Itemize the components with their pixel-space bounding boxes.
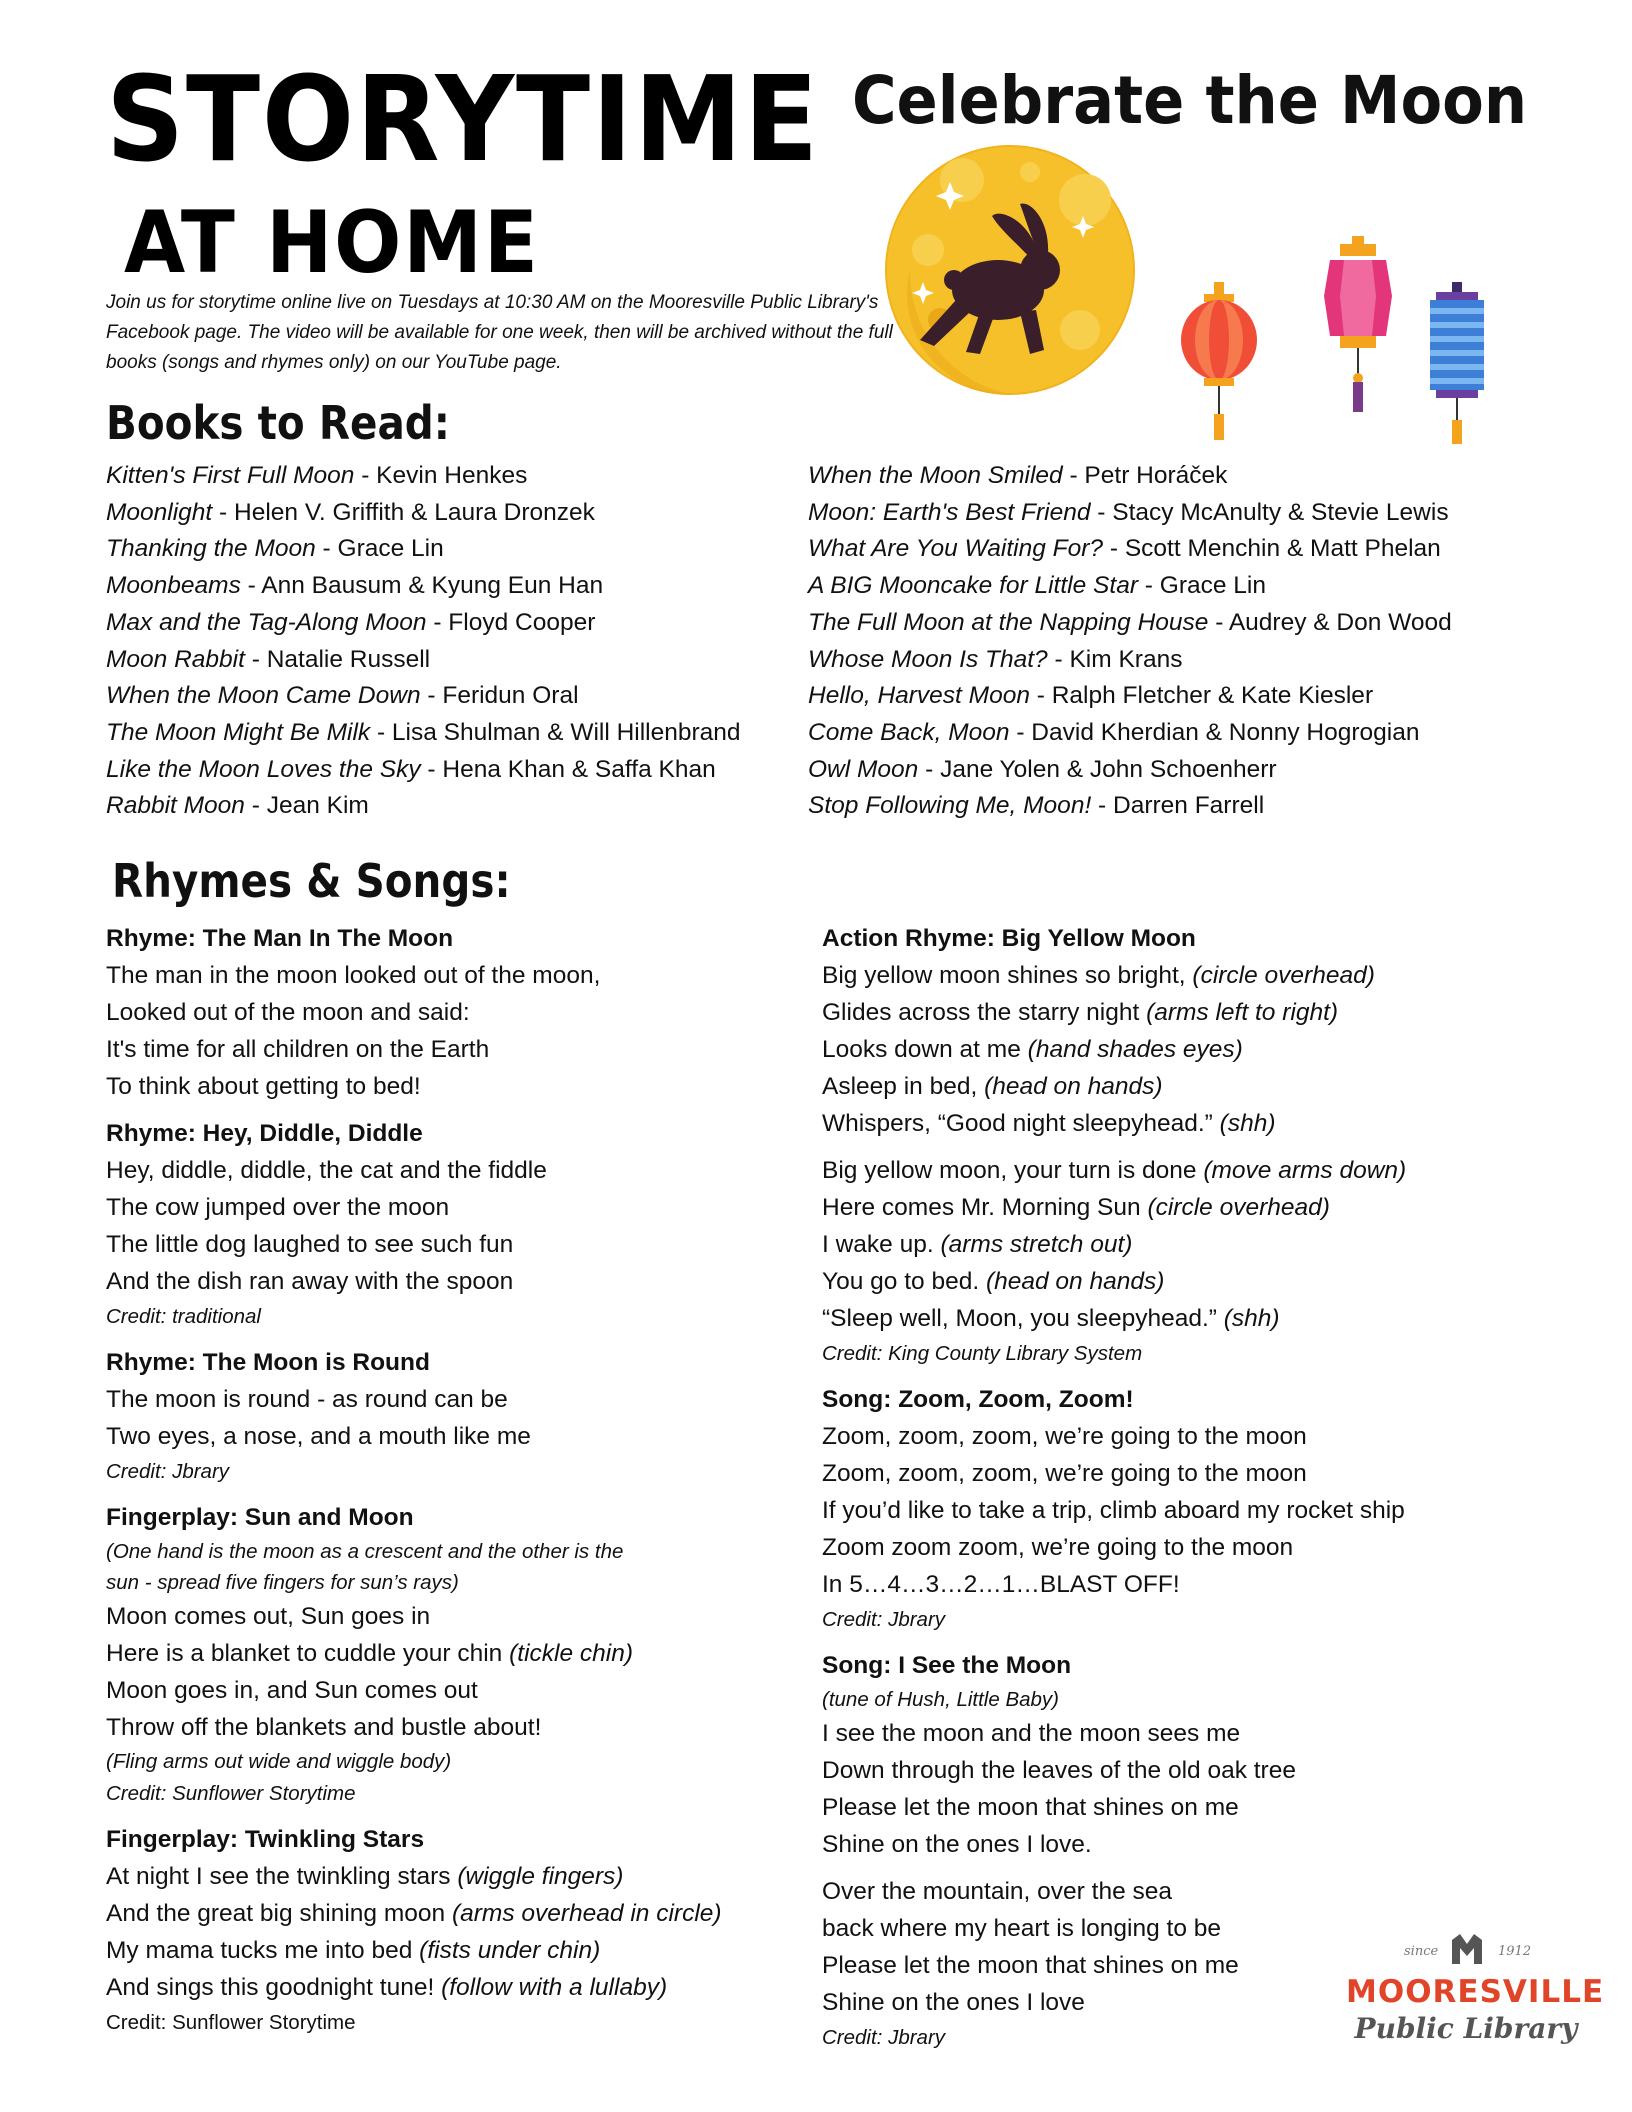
song-i-see-the-moon-verse2	[822, 1873, 1406, 2055]
rhyme-note: (One hand is the moon as a crescent and the other is the	[106, 1540, 624, 1563]
building-icon	[1450, 1932, 1484, 1966]
library-logo	[1346, 1930, 1605, 2060]
rhyme-line: Down through the leaves of the old oak tree	[822, 1757, 1296, 1784]
rhyme-line: I wake up. (arms stretch out)	[822, 1231, 1133, 1258]
list-item: Stop Following Me, Moon! - Darren Farrell	[808, 792, 1265, 820]
rhyme-line: back where my heart is longing to be	[822, 1915, 1222, 1942]
list-item: The Full Moon at the Napping House - Audrey & Don Wood	[808, 608, 1452, 636]
list-item: Owl Moon - Jane Yolen & John Schoenherr	[808, 755, 1277, 783]
fingerplay-twinkling-stars	[106, 1821, 722, 2040]
list-item: When the Moon Came Down - Feridun Oral	[106, 682, 579, 710]
list-item: Hello, Harvest Moon - Ralph Fletcher & Kate Kiesler	[808, 682, 1374, 710]
rhyme-line: And the great big shining moon (arms overhead in circle)	[106, 1900, 722, 1927]
rhyme-title: Action Rhyme: Big Yellow Moon	[822, 925, 1196, 952]
rhyme-credit: Credit: traditional	[106, 1305, 261, 1328]
rhyme-line: Big yellow moon shines so bright, (circle overhead)	[822, 962, 1375, 989]
rhyme-credit: Credit: Jbrary	[822, 2026, 946, 2049]
list-item: Max and the Tag-Along Moon - Floyd Cooper	[106, 608, 596, 636]
rhyme-line: The moon is round - as round can be	[106, 1386, 508, 1413]
rhyme-line: Here is a blanket to cuddle your chin (tickle chin)	[106, 1640, 634, 1667]
rhyme-line: Looked out of the moon and said:	[106, 999, 470, 1026]
page-subtitle: Celebrate the Moon	[852, 62, 1528, 139]
rhyme-title: Song: Zoom, Zoom, Zoom!	[822, 1386, 1134, 1413]
rhyme-title: Song: I See the Moon	[822, 1652, 1072, 1679]
rhyme-line: Whispers, “Good night sleepyhead.” (shh)	[822, 1110, 1276, 1137]
rhyme-credit: Credit: Jbrary	[106, 1460, 230, 1483]
rhyme-line: Zoom zoom zoom, we’re going to the moon	[822, 1534, 1294, 1561]
list-item: Rabbit Moon - Jean Kim	[106, 792, 369, 820]
rhyme-line: And sings this goodnight tune! (follow with a lullaby)	[106, 1974, 668, 2001]
rhyme-line: The man in the moon looked out of the moon,	[106, 962, 601, 989]
rhyme-moon-round	[106, 1344, 722, 1489]
rhymes-column-right	[822, 920, 1406, 2065]
rhyme-note: (tune of Hush, Little Baby)	[822, 1688, 1060, 1711]
logo-year: 1912	[1498, 1944, 1532, 1959]
song-i-see-the-moon	[822, 1647, 1406, 1863]
rhyme-man-in-moon	[106, 920, 722, 1105]
rhyme-line: Moon goes in, and Sun comes out	[106, 1677, 478, 1704]
rhyme-line: Looks down at me (hand shades eyes)	[822, 1036, 1243, 1063]
rhyme-line: It's time for all children on the Earth	[106, 1036, 490, 1063]
rhyme-line: Zoom, zoom, zoom, we’re going to the moon	[822, 1460, 1307, 1487]
rhyme-line: And the dish ran away with the spoon	[106, 1268, 514, 1295]
logo-since: since	[1404, 1944, 1439, 1959]
list-item: When the Moon Smiled - Petr Horáček	[808, 462, 1228, 489]
logo-brand: MOORESVILLE	[1346, 1974, 1605, 2010]
rhyme-line: Two eyes, a nose, and a mouth like me	[106, 1423, 531, 1450]
moon-rabbit-illustration	[880, 140, 1140, 400]
page-title: STORYTIME	[106, 50, 820, 188]
rhyme-title: Rhyme: The Moon is Round	[106, 1349, 430, 1376]
rhyme-credit: Credit: Sunflower Storytime	[106, 1782, 356, 1805]
song-zoom	[822, 1381, 1406, 1637]
rhyme-line: Over the mountain, over the sea	[822, 1878, 1172, 1905]
rhymes-column-left	[106, 920, 722, 2050]
books-heading: Books to Read:	[106, 396, 450, 450]
rhymes-heading: Rhymes & Songs:	[112, 854, 511, 908]
list-item: A BIG Mooncake for Little Star - Grace Lin	[808, 572, 1266, 600]
rhyme-line: Throw off the blankets and bustle about!	[106, 1714, 542, 1741]
list-item: Whose Moon Is That? - Kim Krans	[808, 645, 1183, 673]
page-title-line2: AT HOME	[124, 193, 540, 293]
rhyme-credit: Credit: Jbrary	[822, 1608, 946, 1631]
list-item: Moonlight - Helen V. Griffith & Laura Dronzek	[106, 498, 595, 526]
books-list-right	[808, 458, 1452, 825]
rhyme-line: Here comes Mr. Morning Sun (circle overhead)	[822, 1194, 1330, 1221]
rhyme-line: Moon comes out, Sun goes in	[106, 1603, 431, 1630]
list-item: The Moon Might Be Milk - Lisa Shulman & Will Hillenbrand	[106, 718, 741, 746]
fingerplay-sun-moon	[106, 1499, 722, 1811]
rhyme-line: “Sleep well, Moon, you sleepyhead.” (shh)	[822, 1305, 1280, 1332]
rhyme-line: I see the moon and the moon sees me	[822, 1720, 1241, 1747]
action-rhyme-big-yellow-moon-verse2	[822, 1152, 1406, 1371]
list-item: What Are You Waiting For? - Scott Menchin & Matt Phelan	[808, 535, 1441, 563]
rhyme-title: Rhyme: The Man In The Moon	[106, 925, 454, 952]
rhyme-note: sun - spread five fingers for sun’s rays)	[106, 1571, 459, 1594]
list-item: Kitten's First Full Moon - Kevin Henkes	[106, 462, 528, 489]
rhyme-hey-diddle	[106, 1115, 722, 1334]
list-item: Come Back, Moon - David Kherdian & Nonny Hogrogian	[808, 718, 1420, 746]
rhyme-line: Please let the moon that shines on me	[822, 1794, 1239, 1821]
rhyme-line: You go to bed. (head on hands)	[822, 1268, 1165, 1295]
logo-sub: Public Library	[1354, 2012, 1578, 2045]
red-lantern-illustration	[1176, 282, 1262, 442]
rhyme-line: Shine on the ones I love.	[822, 1831, 1092, 1858]
rhyme-line: At night I see the twinkling stars (wiggle fingers)	[106, 1863, 624, 1890]
rhyme-line: In 5…4…3…2…1…BLAST OFF!	[822, 1571, 1180, 1598]
list-item: Moon Rabbit - Natalie Russell	[106, 645, 431, 673]
rhyme-line: My mama tucks me into bed (fists under chin)	[106, 1937, 601, 1964]
rhyme-line: The cow jumped over the moon	[106, 1194, 450, 1221]
rhyme-line: Big yellow moon, your turn is done (move arms down)	[822, 1157, 1407, 1184]
list-item: Like the Moon Loves the Sky - Hena Khan & Saffa Khan	[106, 755, 716, 783]
rhyme-line: If you’d like to take a trip, climb aboard my rocket ship	[822, 1497, 1405, 1524]
rhyme-line: Glides across the starry night (arms left to right)	[822, 999, 1339, 1026]
pink-lantern-illustration	[1318, 236, 1398, 414]
rhyme-line: Zoom, zoom, zoom, we’re going to the moon	[822, 1423, 1307, 1450]
list-item: Moonbeams - Ann Bausum & Kyung Eun Han	[106, 572, 604, 600]
rhyme-credit: Credit: King County Library System	[822, 1342, 1143, 1365]
rhyme-line: Hey, diddle, diddle, the cat and the fiddle	[106, 1157, 547, 1184]
rhyme-title: Fingerplay: Twinkling Stars	[106, 1826, 425, 1853]
rhyme-line: Shine on the ones I love	[822, 1989, 1085, 2016]
rhyme-line: Please let the moon that shines on me	[822, 1952, 1239, 1979]
rhyme-title: Rhyme: Hey, Diddle, Diddle	[106, 1120, 423, 1147]
intro-text: Join us for storytime online live on Tuesdays at 10:30 AM on the Mooresville Public Library's Facebook page. The video will be available for one week, then will be archived without the full books (songs and rhymes only) on our YouTube page.	[106, 292, 893, 373]
rhyme-note: (Fling arms out wide and wiggle body)	[106, 1750, 452, 1773]
books-list-left	[106, 458, 741, 825]
rhyme-title: Fingerplay: Sun and Moon	[106, 1504, 414, 1531]
rhyme-line: Asleep in bed, (head on hands)	[822, 1073, 1163, 1100]
list-item: Thanking the Moon - Grace Lin	[106, 535, 444, 563]
rhyme-credit: Credit: Sunflower Storytime	[106, 2011, 356, 2034]
rhyme-line: To think about getting to bed!	[106, 1073, 421, 1100]
list-item: Moon: Earth's Best Friend - Stacy McAnulty & Stevie Lewis	[808, 498, 1449, 526]
blue-lantern-illustration	[1422, 282, 1492, 446]
action-rhyme-big-yellow-moon	[822, 920, 1406, 1142]
rhyme-line: The little dog laughed to see such fun	[106, 1231, 514, 1258]
